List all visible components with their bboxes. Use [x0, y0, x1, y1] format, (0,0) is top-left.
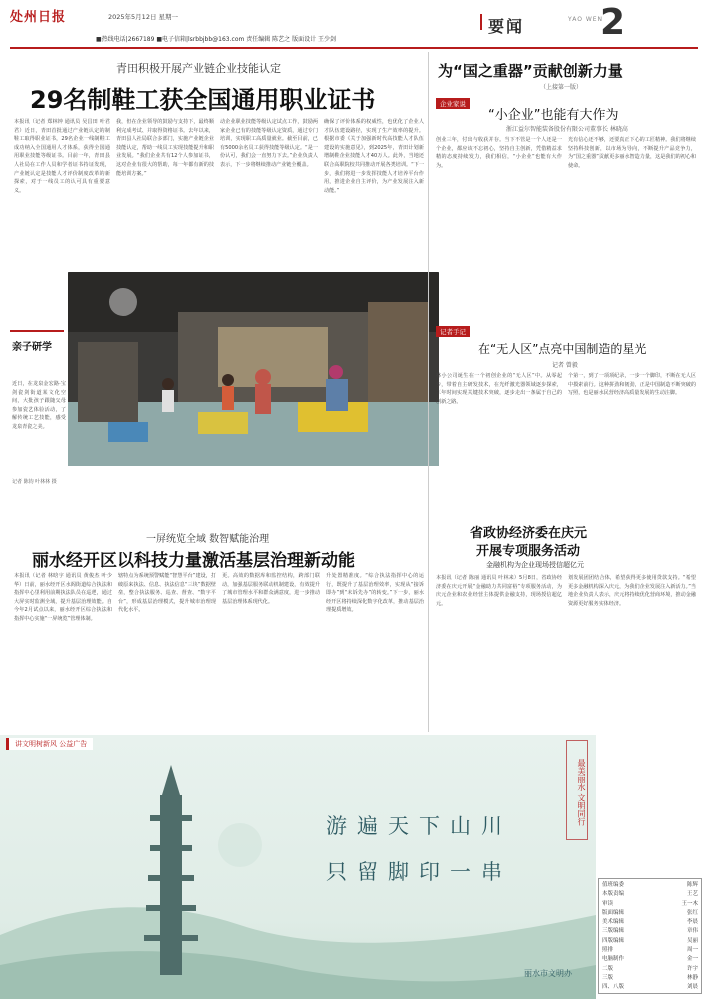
article5-sub: 金融机构为企业现场授信超亿元	[486, 561, 584, 569]
edition-divider	[480, 14, 482, 30]
article2-col1: 本报讯（记者 林晗宇 通讯员 黄俊杰 叶少华）日前，丽水经开区水阁街道综合执法和指挥中心里利用前期执法队员在巡逻，通过大屏实时监测全域，提升基层治理效能。自今年2月试点以来，丽水经开区综合执法和指挥中心实施“一屏统览”管理体制。	[14, 573, 112, 622]
top-rule	[10, 47, 698, 49]
article1-col1: 本报讯（记者 郑林钟 通讯员 吴昌田 叶君君）近日，青田首批通过产业链认定的制鞋工取得职业证书，29名企业一线制鞋工成功纳入全国通用人才体系，获得全国通用职业技能等级证书。目前一年，青田县人社局在工作人员和学者证书持证发现，产业链认定是技能人才评价制度改革的新探索，对于一线员工的认可具有重要意义。	[14, 119, 110, 194]
article5-col1: 本报讯（记者 陈丽 通讯员 叶林来）5月8日，省政协经济委在庆元开展“金融助力共同富裕”专项服务活动，为庆元企业和农业经营主体提供金融支持，现场授信超亿元。	[436, 575, 562, 607]
staff-name: 金一	[686, 956, 698, 963]
contact-bar: ■热线电话|2667189 ■电子信箱|lsrbbjbb@163.com 责任编辑 陈艺之 版面设计 王少剑	[96, 36, 336, 43]
staff-info-box	[598, 878, 702, 994]
edition-label: 要闻	[488, 17, 525, 36]
article4-byline: 记者 曾毅	[552, 362, 578, 369]
photo-credit: 记者 陈钧 叶林林 摄	[12, 479, 57, 485]
article2-col2: 辖特点为系统预警赋能“智慧平台”建设，打破原来执法、信息、执法信息“三块”数据壁垒，整合执法服务、巡查、督查、“数字平台”，形成基层治理模式，提升城市治理现代化水平。	[118, 573, 216, 614]
article2-col3: 更。高效的数据库和监控结构，跨部门联动，加强基层服务联动机制建设，有效提升了城市管理水平和群众满意度，进一步推动基层治理体系现代化。	[222, 573, 320, 605]
staff-name: 张红	[686, 909, 698, 916]
staff-name: 许宇	[686, 965, 698, 972]
article1-headline: 29名制鞋工获全国通用职业证书	[30, 86, 376, 114]
ad-vertical-tag: 最美丽水 文明同行	[566, 740, 588, 840]
news-photo	[68, 272, 439, 466]
article2-headline: 丽水经开区以科技力量激活基层治理新动能	[32, 551, 355, 571]
staff-role: 三版	[602, 974, 614, 981]
staff-role: 四、八版	[602, 984, 625, 991]
article1-col4: 确保了评价体系的权威性，也优化了企业人才队伍建设路径，实现了生产效率的提升。根据市委《关于加强新时代高技能人才队伍建设的实施意见》，到2025年，青田计划新增制鞋企业技能人才40万人。此外，当地还联合高职院校共同推动开展各类培训。“下一步，我们将进一步发挥技能人才培养平台作用，推进企业自主评价，为产业发展注入新动能。”	[324, 119, 424, 194]
edition-pinyin: YAO WEN	[568, 16, 604, 23]
staff-row	[602, 909, 698, 918]
ad-slogan-line1: 游遍天下山川	[326, 814, 512, 838]
staff-name: 王一木	[681, 900, 698, 907]
staff-name: 林静	[686, 974, 698, 981]
staff-role: 值班编委	[602, 882, 625, 888]
staff-role: 美术编辑	[602, 919, 625, 926]
date-line: 2025年5月12日 星期一	[108, 13, 179, 21]
column-divider	[428, 52, 429, 732]
article3-col1: 创业三年，付出与收获并存。当下不管是一个人还是一个企业，都应该不忘初心，坚持自主创新，凭借精益求精的态度持续发力，我们相信，“小企业”也能有大作为。	[436, 137, 562, 169]
ad-slogan-line2: 只留脚印一串	[326, 860, 512, 884]
article4-col2: 个第一，到了一项项纪录，一步一个脚印，不断在无人区中摸索前行。这种拼劲和韧劲，正是中国制造不断突破的写照，也是丽水民营经济高质量发展的生动注脚。	[568, 373, 696, 397]
staff-row	[602, 900, 698, 909]
staff-row	[602, 890, 698, 899]
article5-col2: 划发展团团结合体，希望获得更多使用贷款支持。“希望更多金融机构深入庆元，为我们企业发展注入新活力。”当地企业负责人表示，庆元将持续优化营商环境，推动金融资源更好服务实体经济。	[568, 575, 696, 607]
staff-role: 版面编辑	[602, 909, 625, 916]
staff-row	[602, 965, 698, 974]
article1-col3: 动企业职业技能等级认定试点工作，鼓励两家企业已有的技能等级认定资质，通过专门培训，实现职工高质量就业。截至目前，已有5000余名员工获得技能等级认定。“是一份认可，我们会一直努力下去。”企业负责人表示，下一步将继续推动产业链全覆盖。	[220, 119, 318, 168]
staff-name: 陈辉	[686, 882, 698, 888]
article1-kicker: 青田积极开展产业链企业技能认定	[116, 62, 281, 75]
staff-role: 电脑制作	[602, 956, 625, 963]
article5-headline-line2: 开展专项服务活动	[476, 544, 581, 559]
article5-headline-line1: 省政协经济委在庆元	[470, 526, 588, 541]
staff-row	[602, 946, 698, 955]
staff-role: 二版	[602, 965, 614, 972]
article4-section-tag: 记者手记	[436, 326, 470, 337]
staff-row	[602, 937, 698, 946]
staff-name: 周一	[686, 947, 698, 954]
article4-headline: 在“无人区”点亮中国制造的星光	[478, 342, 647, 356]
photo-label-rule	[10, 330, 64, 332]
article3-headline: “小企业”也能有大作为	[488, 108, 619, 123]
article2-col4: 升处置精准度。“综合执法指挥中心的运行，既提升了基层治理效率，实现从“接诉即办”到“未诉先办”的转变。”下一步，丽水经开区将持续深化数字化改革，推动基层治理提质增效。	[326, 573, 424, 614]
staff-role: 三版编辑	[602, 928, 625, 935]
staff-rows	[602, 881, 698, 993]
photo-label: 亲子研学	[12, 342, 52, 353]
staff-role: 本版责编	[602, 891, 625, 898]
ad-credit: 丽水市文明办	[524, 969, 572, 978]
page-number: 2	[600, 2, 626, 43]
photo-caption: 近日，在龙泉金宏路·宝剑瓷剑街道某文化空间，大批孩子跟随父母参加瓷艺体验活动，了解传统工艺技能，感受龙泉青瓷之美。	[12, 381, 66, 430]
staff-name: 王艺	[686, 891, 698, 898]
staff-row	[602, 974, 698, 983]
staff-row	[602, 918, 698, 927]
staff-name: 李晨	[686, 919, 698, 926]
staff-row	[602, 983, 698, 992]
staff-name: 吴丽	[686, 937, 698, 944]
article1-col2: 我，但在企业领导的鼓励与支持下，最终顺利完成考试、并取得资格证书。去年以来，青田县人社局联合多部门，实施产业链企业技能认定，帮助一线员工实现技能提升和职业发展。“我们企业共有12个人参加证书，这对企业有很大的帮助，每一年都有新的技能培训方案。”	[116, 119, 214, 177]
staff-name: 章伟	[686, 928, 698, 935]
staff-role: 审读	[602, 900, 614, 907]
staff-role: 照排	[602, 947, 614, 954]
article2-kicker: 一屏统览全域 数智赋能治理	[146, 534, 270, 545]
article4-col1: 林小公司诞生在一个初创企业的“无人区”中。从零起步，带着自主研发技术，在光纤激光器领域逐步探索，三年时间实现关键技术突破，逐步走出一条属于自己的创新之路。	[436, 373, 562, 405]
article3-kicker: 为“国之重器”贡献创新力量	[438, 62, 623, 80]
article3-sub: （上接第一版）	[540, 84, 583, 91]
newspaper-logo: 处州日报	[10, 10, 67, 25]
article3-byline: 浙江益尔智能装备股份有限公司董事长 林晓高	[506, 126, 628, 133]
staff-row	[602, 955, 698, 964]
staff-row	[602, 927, 698, 936]
article3-col2: 光有信心还不够，还要真正下心的工匠精神。我们将继续坚持科技创新，以市场为导向，不断提升产品竞争力，为“国之重器”贡献更多丽水智造力量，这是我们的初心和使命。	[568, 137, 696, 169]
staff-role: 四版编辑	[602, 937, 625, 944]
article3-section-tag: 企业家说	[436, 98, 470, 109]
ad-tag: 讲文明树新风 公益广告	[6, 738, 93, 750]
staff-name: 刘晨	[686, 984, 698, 991]
workshop-photo-illustration	[68, 272, 439, 466]
staff-row	[602, 881, 698, 890]
